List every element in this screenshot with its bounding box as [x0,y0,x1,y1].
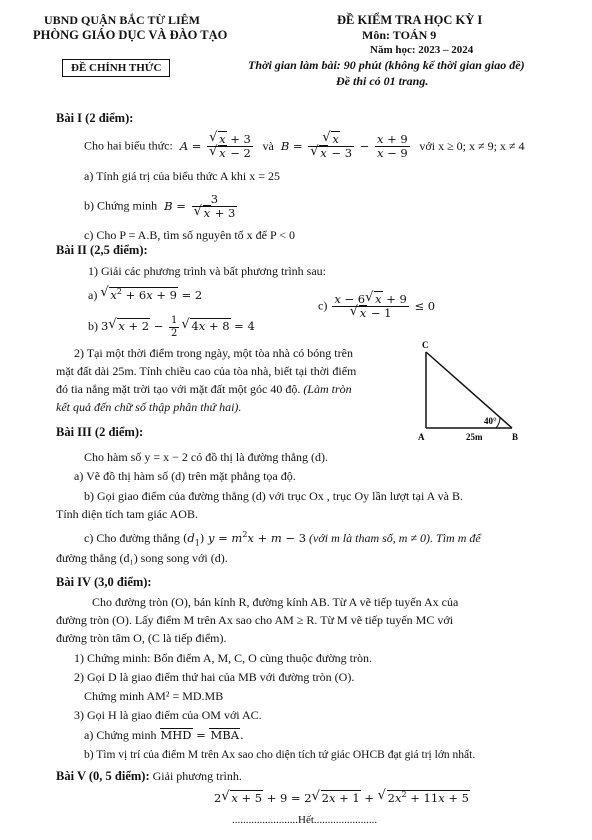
district-name: UBND QUẬN BẮC TỪ LIÊM [44,13,201,27]
bai2-eq-b [88,315,255,339]
bai2-part-1: 1) Giải các phương trình và bất phương trình sau: [88,264,326,278]
bai2-part-2-line-1: 2) Tại một thời điểm trong ngày, một tòa nhà có bóng trên [74,346,353,360]
bai4-line-3: đường tròn tâm O, (C là tiếp điểm). [56,631,227,645]
section-title-3: Bài III (2 điểm): [56,425,144,439]
bai3-part-c-line-1 [84,531,481,548]
bai2-eq-a [88,288,202,302]
vertex-a: A [418,432,425,442]
section-title-4: Bài IV (3,0 điểm): [56,575,152,589]
section-title-5: Bài V (0, 5 điểm): [56,769,150,783]
vertex-b: B [512,432,519,442]
bai4-q1: 1) Chứng minh: Bốn điểm A, M, C, O cùng thuộc đường tròn. [74,651,373,665]
expr-b: B = √ x √ x − 3 − $\frac{x + 9}{x - 9}$ [281,139,416,153]
bai4-q3a [84,728,244,742]
q3a-text: a) Chứng minh [84,728,157,742]
bai5-intro: Giải phương trình. [152,769,242,783]
bai4-q3: 3) Gọi H là giao điểm của OM với AC. [74,708,262,722]
bai2-part-2-line-4: kết quả đến chữ số thập phân thứ hai). [56,400,242,414]
bai1-part-a: a) Tính giá trị của biểu thức A khi x = 25 [84,169,281,183]
bai2-part-2-line-3 [56,383,352,396]
subject: Môn: TOÁN 9 [362,28,437,42]
department-name: PHÒNG GIÁO DỤC VÀ ĐÀO TẠO [33,28,228,42]
page-count: Đề thi có 01 trang. [336,74,429,88]
bai3-part-b-line-1: b) Gọi giao điểm của đường thẳng (d) với trục Ox , trục Oy lần lượt tại A và B. [84,489,463,503]
arc-equation: MHD = MBA. [160,728,244,742]
triangle-figure [414,338,524,444]
exam-title: ĐỀ KIỂM TRA HỌC KỲ I [337,13,483,27]
line-3-italic: (Làm tròn [303,382,352,396]
time-allowed: Thời gian làm bài: 90 phút (không kể thời gian giao đề) [248,58,525,72]
expr-b-result: B = 3 √ x + 3 [164,199,239,213]
eq-c-label: c) [318,298,328,313]
eq-b-label: b) [88,319,98,333]
c1-text: c) Cho đường thẳng [84,530,180,545]
c1-condition: (với m là tham số, m ≠ 0). Tìm m để [309,530,481,545]
eq-a-label: a) [88,287,98,302]
bai2-eq-c [318,293,435,320]
eq-a-formula: √ $x^2 + 6x + 9 = 2$ [100,288,202,302]
bai1-part-c: c) Cho P = A.B, tìm số nguyên tố x để P < 0 [84,228,295,242]
bai3-part-c-line-2: đường thẳng (d₁) song song với (d). [56,551,228,565]
bai2-part-2-line-2: mặt đất dài 25m. Tính chiều cao của tòa nhà, biết tại thời điểm [56,364,357,378]
bai1-expressions [84,133,525,160]
angle-label: 40° [484,416,497,426]
bai4-line-2: đường tròn (O). Lấy điểm M trên Ax sao cho AM ≥ R. Từ M vẽ tiếp tuyến MC với [56,613,454,627]
section-title-2: Bài II (2,5 điểm): [56,243,148,257]
bai5-equation: 2√ x + 5 + 9 = 2√ 2x + 1 + √ $2x^2 + 11x + 5$ [214,791,470,804]
bai4-q2b: Chứng minh AM² = MD.MB [84,689,224,703]
bai4-line-1: Cho đường tròn (O), bán kính R, đường kính AB. Từ A vẽ tiếp tuyến Ax của [92,595,459,609]
eq-b-formula: 3√ x + 2 − $\frac{1}{2}$ √ 4x + 8 = 4 [101,319,255,333]
line-3-text: đó tia nắng mặt trời tạo với mặt đất một góc 40 độ. [56,382,301,396]
bai4-q3b: b) Tìm vị trí của điểm M trên Ax sao cho diện tích tứ giác OHCB đạt giá trị lớn nhất. [84,749,476,761]
and-word: và [262,138,274,153]
bai3-intro: Cho hàm số y = x − 2 có đồ thị là đường thẳng (d). [84,450,329,464]
school-year: Năm học: 2023 – 2024 [370,44,474,56]
expr-a: A = √ x + 3 √ x − 2 [180,139,259,153]
end-marker: ........................Hết....................... [232,814,378,826]
bai1-part-b [84,193,239,220]
section-title-1: Bài I (2 điểm): [56,111,134,125]
bai1-prove: b) Chứng minh [84,198,158,213]
eq-c-formula: x − 6√ x + 9 √ x − 1 ≤ 0 [330,299,435,313]
bai3-part-b-line-2: Tính diện tích tam giác AOB. [56,507,198,521]
bai3-part-a: a) Vẽ đồ thị hàm số (d) trên mặt phẳng tọa độ. [74,469,296,483]
bai4-q2: 2) Gọi D là giao điểm thứ hai của MB với đường tròn (O). [74,670,355,684]
side-cb [426,352,512,428]
domain-condition: với x ≥ 0; x ≠ 9; x ≠ 4 [419,138,525,153]
vertex-c: C [422,340,429,350]
line-d1-formula: $(d_1) y = m^2x + m - 3$ [182,530,307,548]
official-stamp: ĐỀ CHÍNH THỨC [62,59,170,77]
base-length: 25m [466,432,483,442]
bai5-heading [56,770,242,784]
bai1-intro: Cho hai biểu thức: [84,138,173,153]
